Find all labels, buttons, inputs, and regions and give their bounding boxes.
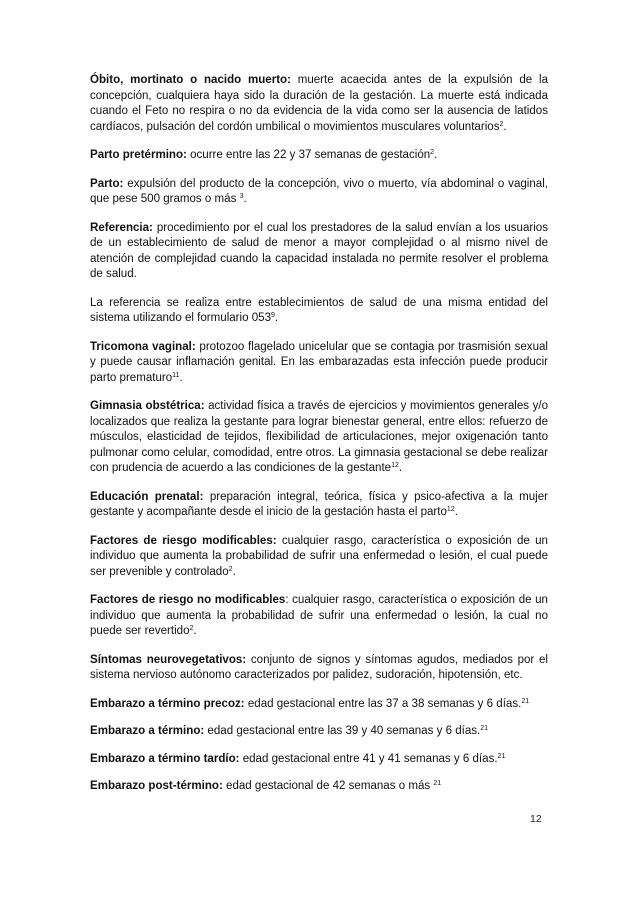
definition-term: Factores de riesgo modificables: bbox=[90, 534, 277, 547]
citation-superscript: 3 bbox=[239, 193, 244, 200]
definition-text: procedimiento por el cual los prestadores de la salud envían a los usuarios de un establecimiento de salud de menor a mayor complejidad o al mismo nivel de atención de complejidad cuando la capacidad instalada no permite resolver el problema de salud. bbox=[90, 221, 548, 280]
definition-paragraph bbox=[90, 653, 548, 684]
citation-superscript: 2 bbox=[189, 625, 194, 632]
definition-text: . bbox=[454, 506, 458, 518]
citation-superscript: 2 bbox=[228, 565, 233, 573]
citation-superscript: 2 bbox=[499, 120, 504, 128]
page-number: 12 bbox=[530, 813, 542, 825]
citation-superscript: 9 bbox=[271, 312, 275, 319]
definition-text: cualquier rasgo, característica o exposición de un individuo que aumenta la probabilidad de sufrir una enfermedad o lesión, el cual puede ser prevenible y controlado bbox=[90, 534, 548, 578]
definition-paragraph bbox=[90, 593, 548, 640]
definition-text: . bbox=[179, 371, 183, 384]
citation-superscript: 11 bbox=[172, 371, 180, 379]
definition-paragraph bbox=[90, 340, 548, 387]
definition-term: Gimnasia obstétrica: bbox=[90, 400, 205, 412]
definition-text: conjunto de signos y síntomas agudos, mediados por el sistema nervioso autónomo caracterizados por palidez, sudoración, hipotensión, etc. bbox=[90, 653, 548, 681]
definition-text: edad gestacional entre las 39 y 40 semanas y 6 días. bbox=[204, 725, 481, 737]
definition-term: Tricomona vaginal: bbox=[90, 340, 196, 353]
definition-paragraph bbox=[90, 177, 548, 208]
definition-text: La referencia se realiza entre establecimientos de salud de una misma entidad del sistema utilizando el formulario 053 bbox=[90, 296, 548, 324]
definition-term: Síntomas neurovegetativos: bbox=[90, 653, 247, 666]
citation-superscript: 21 bbox=[480, 725, 489, 732]
definition-text: . bbox=[503, 120, 507, 133]
definition-text: ocurre entre las 22 y 37 semanas de gestación bbox=[186, 149, 431, 161]
citation-superscript: 2 bbox=[430, 149, 435, 156]
definition-term: Factores de riesgo no modificables bbox=[90, 594, 286, 606]
definition-text: : cualquier rasgo, característica o exposición de un individuo que aumenta la probabilidad de sufrir una enfermedad o lesión, la cual no puede ser revertido bbox=[90, 594, 548, 637]
definition-text: preparación integral, teórica, física y psico-afectiva a la mujer gestante y acompañante desde el inicio de la gestación hasta el parto bbox=[90, 490, 548, 518]
definition-paragraph bbox=[90, 490, 548, 521]
citation-superscript: 21 bbox=[433, 780, 442, 787]
definition-text: edad gestacional entre las 37 a 38 semanas y 6 días. bbox=[244, 697, 522, 710]
definitions-list bbox=[90, 73, 548, 808]
citation-superscript: 12 bbox=[446, 506, 455, 513]
definition-term: Referencia: bbox=[90, 221, 153, 234]
definition-text: edad gestacional de 42 semanas o más bbox=[222, 780, 434, 792]
definition-text: . bbox=[274, 312, 279, 324]
definition-paragraph bbox=[90, 697, 548, 713]
definition-text: expulsión del producto de la concepción, vivo o muerto, vía abdominal o vaginal, que pese 500 gramos o más bbox=[90, 177, 548, 205]
definition-term: Embarazo a término tardío: bbox=[90, 752, 240, 765]
definition-term: Parto: bbox=[90, 177, 124, 190]
definition-paragraph bbox=[90, 221, 548, 283]
definition-text: protozoo flagelado unicelular que se contagia por trasmisión sexual y puede causar inflamación genital. En las embarazadas esta infección puede producir parto prematuro bbox=[90, 340, 548, 384]
definition-text: . bbox=[434, 149, 438, 161]
definition-text: muerte acaecida antes de la expulsión de la concepción, cualquiera haya sido la duración de la gestación. La muerte está indicada cuando el Feto no respira o no da evidencia de la vida como ser la ausencia de latidos cardíacos, pulsación del cordón umbilical o movimientos musculares voluntarios bbox=[90, 74, 548, 133]
definition-paragraph bbox=[90, 148, 548, 164]
definition-text: edad gestacional entre 41 y 41 semanas y 6 días. bbox=[239, 752, 498, 765]
citation-superscript: 21 bbox=[497, 752, 506, 760]
citation-superscript: 12 bbox=[391, 462, 399, 469]
definition-text: . bbox=[193, 625, 197, 637]
definition-text: . bbox=[243, 193, 247, 205]
definition-text: . bbox=[398, 462, 403, 474]
definition-paragraph bbox=[90, 399, 548, 477]
definition-paragraph bbox=[90, 752, 548, 768]
definition-term: Embarazo a término: bbox=[90, 725, 205, 737]
definition-term: Embarazo post-término: bbox=[90, 780, 223, 792]
definition-text: actividad física a través de ejercicios y movimientos generales y/o localizados que realiza la gestante para lograr bienestar general, entre ellos: refuerzo de músculos, elasticidad de tejidos, flexibilidad de articulaciones, mejor oxigenación tanto pulmonar como celular, comodidad, entre otros. La gimnasia gestacional se debe realizar con prudencia de acuerdo a las condiciones de la gestante bbox=[90, 400, 548, 474]
definition-term: Educación prenatal: bbox=[90, 490, 204, 503]
definition-term: Embarazo a término precoz: bbox=[90, 697, 245, 710]
definition-paragraph bbox=[90, 724, 548, 740]
definition-paragraph bbox=[90, 779, 548, 795]
definition-term: Óbito, mortinato o nacido muerto: bbox=[90, 74, 291, 86]
definition-text: . bbox=[232, 565, 236, 578]
citation-superscript: 21 bbox=[521, 697, 530, 705]
definition-term: Parto pretérmino: bbox=[90, 149, 187, 161]
definition-paragraph bbox=[90, 534, 548, 581]
definition-paragraph bbox=[90, 73, 548, 135]
definition-paragraph bbox=[90, 296, 548, 327]
